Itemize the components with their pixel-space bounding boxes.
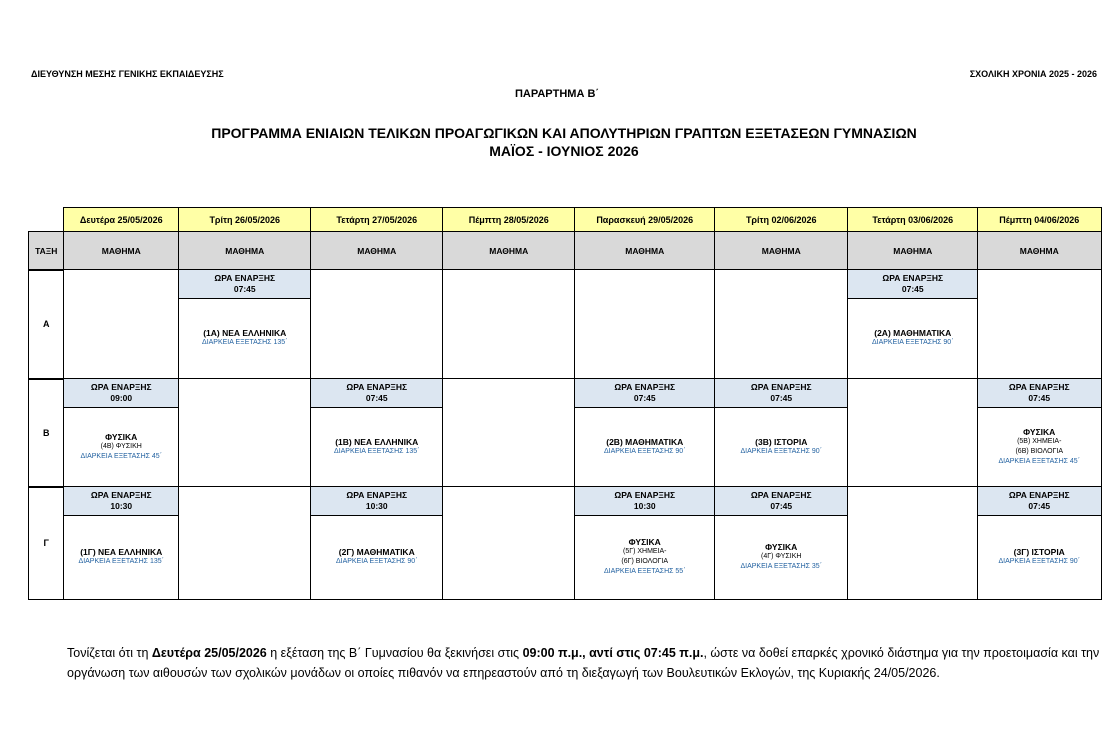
exam-subject: (1Α) ΝΕΑ ΕΛΛΗΝΙΚΑ (203, 328, 287, 339)
exam-duration: ΔΙΑΡΚΕΙΑ ΕΞΕΤΑΣΗΣ 90΄ (335, 557, 418, 565)
start-time-label: ΩΡΑ ΕΝΑΡΞΗΣ (1008, 490, 1070, 500)
schedule-cell (977, 378, 1102, 488)
start-time-box (179, 270, 311, 299)
day-header: Τετάρτη 27/05/2026 (310, 207, 444, 233)
exam-subject-detail: (6Γ) ΒΙΟΛΟΓΙΑ (621, 557, 669, 565)
start-time-box (978, 379, 1101, 408)
day-header: Τρίτη 02/06/2026 (714, 207, 849, 233)
exam-duration: ΔΙΑΡΚΕΙΑ ΕΞΕΤΑΣΗΣ 90΄ (871, 339, 954, 347)
subject-header: ΜΑΘΗΜΑ (847, 231, 979, 271)
schedule-cell (442, 486, 576, 600)
schedule-cell (63, 486, 180, 600)
exam-duration: ΔΙΑΡΚΕΙΑ ΕΞΕΤΑΣΗΣ 45΄ (80, 452, 163, 460)
class-row-label: Β (28, 378, 65, 488)
day-header: Τετάρτη 03/06/2026 (847, 207, 979, 233)
exam-subject-detail: (4Γ) ΦΥΣΙΚΗ (761, 552, 802, 560)
exam-subject: (2Γ) ΜΑΘΗΜΑΤΙΚΑ (338, 546, 415, 557)
class-column-header: ΤΑΞΗ (28, 231, 65, 271)
start-time-value: 07:45 (365, 393, 388, 403)
exam-subject: (3Β) ΙΣΤΟΡΙΑ (755, 436, 808, 447)
exam-subject: ΦΥΣΙΚΑ (1023, 426, 1056, 437)
start-time-box (311, 487, 443, 516)
note-bold-time: 09:00 π.μ., αντί στις 07:45 π.μ. (522, 646, 704, 660)
start-time-value: 10:30 (365, 501, 388, 511)
exam-entry (848, 298, 978, 379)
start-time-label: ΩΡΑ ΕΝΑΡΞΗΣ (90, 382, 152, 392)
start-time-value: 07:45 (1028, 393, 1051, 403)
start-time-value: 07:45 (770, 501, 793, 511)
page-title: ΠΡΟΓΡΑΜΜΑ ΕΝΙΑΙΩΝ ΤΕΛΙΚΩΝ ΠΡΟΑΓΩΓΙΚΩΝ ΚΑΙ ΑΠΟΛΥΤΗΡΙΩΝ ΓΡΑΠΤΩΝ ΕΞΕΤΑΣΕΩΝ ΓΥΜΝΑΣΙΩΝ (211, 125, 917, 141)
schedule-cell (847, 486, 979, 600)
start-time-box (848, 270, 978, 299)
exam-subject: (1Β) ΝΕΑ ΕΛΛΗΝΙΚΑ (335, 436, 419, 447)
exam-duration: ΔΙΑΡΚΕΙΑ ΕΞΕΤΑΣΗΣ 90΄ (740, 447, 823, 455)
exam-subject: ΦΥΣΙΚΑ (765, 541, 798, 552)
start-time-label: ΩΡΑ ΕΝΑΡΞΗΣ (214, 273, 276, 283)
schedule-cell (714, 269, 849, 380)
start-time-label: ΩΡΑ ΕΝΑΡΞΗΣ (614, 490, 676, 500)
schedule-cell (847, 378, 979, 488)
start-time-label: ΩΡΑ ΕΝΑΡΞΗΣ (90, 490, 152, 500)
start-time-box (978, 487, 1101, 516)
note-text-2: η εξέταση της Β΄ Γυμνασίου θα ξεκινήσει στις (266, 646, 523, 660)
exam-duration: ΔΙΑΡΚΕΙΑ ΕΞΕΤΑΣΗΣ 45΄ (998, 457, 1081, 465)
schedule-cell (574, 269, 716, 380)
school-year-label: ΣΧΟΛΙΚΗ ΧΡΟΝΙΑ 2025 - 2026 (969, 69, 1097, 79)
start-time-value: 07:45 (901, 284, 924, 294)
start-time-box (575, 487, 715, 516)
start-time-label: ΩΡΑ ΕΝΑΡΞΗΣ (750, 490, 812, 500)
exam-duration: ΔΙΑΡΚΕΙΑ ΕΞΕΤΑΣΗΣ 135΄ (334, 447, 420, 455)
exam-entry (715, 515, 848, 599)
subject-header: ΜΑΘΗΜΑ (310, 231, 444, 271)
exam-duration: ΔΙΑΡΚΕΙΑ ΕΞΕΤΑΣΗΣ 55΄ (603, 567, 686, 575)
schedule-cell (714, 378, 849, 488)
schedule-cell (63, 378, 180, 488)
exam-entry (715, 407, 848, 487)
start-time-label: ΩΡΑ ΕΝΑΡΞΗΣ (346, 490, 408, 500)
note-bold-date: Δευτέρα 25/05/2026 (151, 646, 267, 660)
exam-duration: ΔΙΑΡΚΕΙΑ ΕΞΕΤΑΣΗΣ 135΄ (78, 557, 164, 565)
exam-entry (64, 515, 179, 599)
exam-subject-detail: (5Β) ΧΗΜΕΙΑ- (1017, 437, 1062, 445)
start-time-label: ΩΡΑ ΕΝΑΡΞΗΣ (614, 382, 676, 392)
schedule-cell (977, 269, 1102, 380)
exam-subject-detail: (5Γ) ΧΗΜΕΙΑ- (622, 547, 667, 555)
start-time-value: 09:00 (110, 393, 133, 403)
exam-entry (978, 515, 1101, 599)
schedule-cell (178, 378, 312, 488)
day-header: Παρασκευή 29/05/2026 (574, 207, 716, 233)
exam-subject: (1Γ) ΝΕΑ ΕΛΛΗΝΙΚΑ (80, 546, 163, 557)
start-time-box (311, 379, 443, 408)
exam-entry (311, 407, 443, 487)
start-time-value: 07:45 (633, 393, 656, 403)
annex-label: ΠΑΡΑΡΤΗΜΑ Β΄ (514, 88, 600, 100)
schedule-cell (310, 378, 444, 488)
day-header: Τρίτη 26/05/2026 (178, 207, 312, 233)
exam-entry (179, 298, 311, 379)
note-text-3: , ώστε να δοθεί επαρκές χρονικό διάστημα για την προετοιμασία και την οργάνωση των αιθουσών των σχολικών μονάδων οι οποίες πιθανόν να επηρεαστούν από τη διεξαγωγή των Βουλευτικών Εκλογών, της Κυριακής 24/05/2026. (67, 646, 1100, 680)
start-time-value: 07:45 (1028, 501, 1051, 511)
subject-header: ΜΑΘΗΜΑ (63, 231, 180, 271)
schedule-cell (178, 486, 312, 600)
note-paragraph (67, 644, 1107, 683)
subject-header: ΜΑΘΗΜΑ (442, 231, 576, 271)
directorate-label: ΔΙΕΥΘΥΝΣΗ ΜΕΣΗΣ ΓΕΝΙΚΗΣ ΕΚΠΑΙΔΕΥΣΗΣ (31, 69, 224, 79)
exam-subject-detail: (4Β) ΦΥΣΙΚΗ (100, 442, 142, 450)
exam-subject-detail: (6Β) ΒΙΟΛΟΓΙΑ (1015, 447, 1064, 455)
start-time-box (64, 379, 179, 408)
start-time-label: ΩΡΑ ΕΝΑΡΞΗΣ (346, 382, 408, 392)
exam-subject: (2Β) ΜΑΘΗΜΑΤΙΚΑ (606, 436, 684, 447)
day-header: Πέμπτη 28/05/2026 (442, 207, 576, 233)
start-time-box (715, 379, 848, 408)
exam-duration: ΔΙΑΡΚΕΙΑ ΕΞΕΤΑΣΗΣ 35΄ (740, 562, 823, 570)
subject-header: ΜΑΘΗΜΑ (178, 231, 312, 271)
exam-duration: ΔΙΑΡΚΕΙΑ ΕΞΕΤΑΣΗΣ 135΄ (202, 339, 288, 347)
start-time-label: ΩΡΑ ΕΝΑΡΞΗΣ (750, 382, 812, 392)
exam-schedule-table (28, 207, 1100, 598)
start-time-value: 10:30 (110, 501, 133, 511)
subject-header: ΜΑΘΗΜΑ (714, 231, 849, 271)
day-header: Δευτέρα 25/05/2026 (63, 207, 180, 233)
schedule-cell (714, 486, 849, 600)
exam-entry (978, 407, 1101, 487)
schedule-cell (310, 486, 444, 600)
subject-header: ΜΑΘΗΜΑ (574, 231, 716, 271)
schedule-cell (442, 378, 576, 488)
class-row-label: Γ (28, 486, 65, 600)
start-time-box (64, 487, 179, 516)
start-time-value: 07:45 (233, 284, 256, 294)
schedule-cell (442, 269, 576, 380)
exam-entry (575, 407, 715, 487)
exam-entry (311, 515, 443, 599)
subject-header: ΜΑΘΗΜΑ (977, 231, 1102, 271)
start-time-label: ΩΡΑ ΕΝΑΡΞΗΣ (1008, 382, 1070, 392)
page-subtitle: ΜΑΪΟΣ - ΙΟΥΝΙΟΣ 2026 (489, 143, 639, 159)
schedule-cell (847, 269, 979, 380)
exam-duration: ΔΙΑΡΚΕΙΑ ΕΞΕΤΑΣΗΣ 90΄ (998, 557, 1081, 565)
exam-duration: ΔΙΑΡΚΕΙΑ ΕΞΕΤΑΣΗΣ 90΄ (603, 447, 686, 455)
schedule-cell (310, 269, 444, 380)
start-time-label: ΩΡΑ ΕΝΑΡΞΗΣ (882, 273, 944, 283)
schedule-cell (574, 486, 716, 600)
start-time-box (715, 487, 848, 516)
schedule-cell (63, 269, 180, 380)
schedule-cell (977, 486, 1102, 600)
start-time-value: 07:45 (770, 393, 793, 403)
schedule-cell (574, 378, 716, 488)
exam-entry (64, 407, 179, 487)
class-row-label: Α (28, 269, 65, 380)
start-time-value: 10:30 (633, 501, 656, 511)
exam-subject: (3Γ) ΙΣΤΟΡΙΑ (1013, 546, 1065, 557)
exam-subject: ΦΥΣΙΚΑ (628, 536, 661, 547)
exam-subject: (2Α) ΜΑΘΗΜΑΤΙΚΑ (874, 328, 952, 339)
start-time-box (575, 379, 715, 408)
schedule-cell (178, 269, 312, 380)
exam-subject: ΦΥΣΙΚΑ (105, 431, 138, 442)
note-text-1: Τονίζεται ότι τη (67, 646, 152, 660)
day-header: Πέμπτη 04/06/2026 (977, 207, 1102, 233)
exam-entry (575, 515, 715, 599)
